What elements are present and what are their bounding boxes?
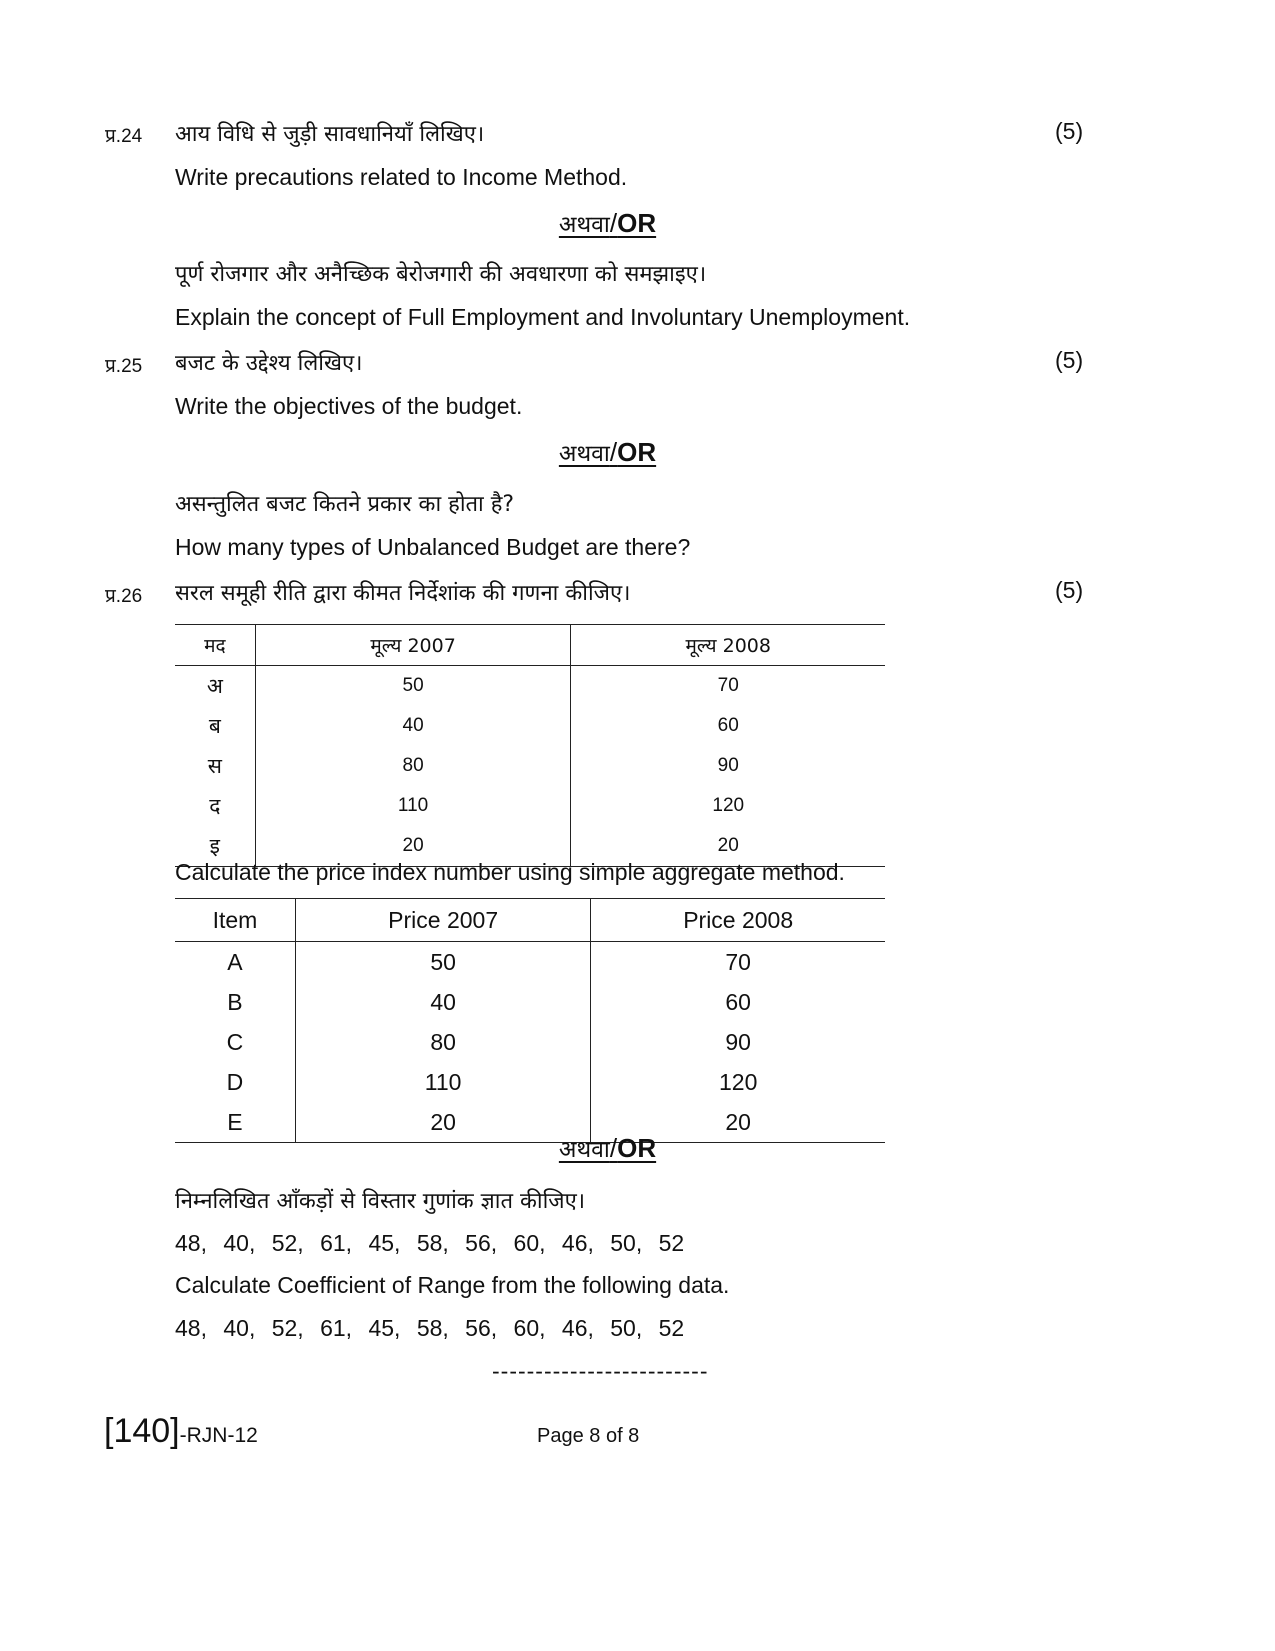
table-cell: C [226,1028,244,1055]
price-table-english [175,898,885,1143]
table-cell: B [227,988,243,1015]
table-header-cell: मूल्य 2008 [571,625,885,666]
or-sep: / [609,1133,618,1163]
q24-alt-english-text: Explain the concept of Full Employment and Involuntary Unemployment. [175,304,911,330]
paper-code-main: [140] [104,1412,180,1450]
table-header-cell: Price 2007 [295,899,590,942]
table-cell: 120 [591,1062,885,1102]
table-cell: 40 [255,706,571,746]
table-header-cell: Price 2008 [591,899,885,942]
or-hindi: अथवा [558,441,610,467]
table-row [175,942,885,983]
q26-english-text: Calculate the price index number using simple aggregate method. [175,859,845,885]
or-hindi: अथवा [558,212,610,238]
table-header-cell: Item [175,899,295,942]
table-cell: E [175,1102,295,1143]
q24-english-text: Write precautions related to Income Method. [175,164,628,190]
q24-alt-hindi-text: पूर्ण रोजगार और अनैच्छिक बेरोजगारी की अवधारणा को समझाइए। [175,262,707,287]
table-row [175,1022,885,1062]
or-sep: / [609,208,618,238]
q25-alt-hindi-text: असन्तुलित बजट कितने प्रकार का होता है? [175,492,515,517]
table-cell: 90 [591,1022,885,1062]
table-cell: अ [206,674,223,698]
table-cell: A [227,948,243,975]
q26-alt-hindi-text: निम्नलिखित आँकड़ों से विस्तार गुणांक ज्ञात कीजिए। [175,1189,586,1214]
page-number: Page 8 of 8 [537,1425,640,1447]
table-cell: 50 [255,666,571,707]
table-cell: 110 [295,1062,590,1102]
table-header-cell: मूल्य 2007 [255,625,571,666]
question-number-25: प्र.25 [105,356,143,377]
table-cell: 80 [255,746,571,786]
table-cell: 60 [591,982,885,1022]
table-row [175,706,885,746]
end-rule: ------------------------- [492,1358,709,1384]
table-header-row [175,625,885,666]
table-cell: 60 [571,706,885,746]
price-table-hindi [175,624,885,867]
table-header-cell: मद [175,625,255,666]
q26-hindi-text: सरल समूही रीति द्वारा कीमत निर्देशांक की गणना कीजिए। [175,581,631,606]
or-sep: / [609,437,618,467]
question-number-26: प्र.26 [105,586,143,607]
table-header-row [175,899,885,942]
q25-marks: (5) [1055,347,1084,373]
or-english: OR [617,1133,657,1163]
table-cell: इ [175,826,255,867]
table-cell: 120 [571,786,885,826]
table-cell: 40 [295,982,590,1022]
table-cell: 90 [571,746,885,786]
q24-marks: (5) [1055,118,1084,144]
table-cell: ब [208,714,221,738]
table-cell: 70 [571,666,885,707]
q26-marks: (5) [1055,577,1084,603]
q25-english-text: Write the objectives of the budget. [175,393,523,419]
or-separator-2 [0,436,1215,468]
or-separator-3 [0,1132,1215,1164]
table-row [175,1062,885,1102]
or-separator-1 [0,207,1215,239]
q24-hindi-text: आय विधि से जुड़ी सावधानियाँ लिखिए। [175,122,485,147]
table-cell: 20 [295,1102,590,1143]
question-number-24: प्र.24 [105,126,143,147]
q25-hindi-text: बजट के उद्देश्य लिखिए। [175,351,363,376]
table-row [175,982,885,1022]
table-cell: D [226,1068,244,1095]
q26-alt-data-2: 48, 40, 52, 61, 45, 58, 56, 60, 46, 50, 52 [175,1315,685,1341]
table-cell: 50 [295,942,590,983]
paper-code-suffix: -RJN-12 [179,1424,258,1447]
table-cell: स [207,754,222,778]
paper-code [104,1412,258,1451]
or-english: OR [617,208,657,238]
table-row [175,666,885,707]
table-cell: 70 [591,942,885,983]
table-cell: 20 [571,826,885,867]
or-english: OR [617,437,657,467]
or-hindi: अथवा [558,1137,610,1163]
table-cell: 80 [295,1022,590,1062]
table-cell: 20 [255,826,571,867]
table-cell: 20 [591,1102,885,1143]
q26-alt-data-1: 48, 40, 52, 61, 45, 58, 56, 60, 46, 50, 52 [175,1230,685,1256]
q26-alt-english-text: Calculate Coefficient of Range from the following data. [175,1272,730,1298]
q25-alt-english-text: How many types of Unbalanced Budget are there? [175,534,691,560]
table-row [175,786,885,826]
table-cell: 110 [255,786,571,826]
table-row [175,746,885,786]
table-cell: द [209,794,221,818]
